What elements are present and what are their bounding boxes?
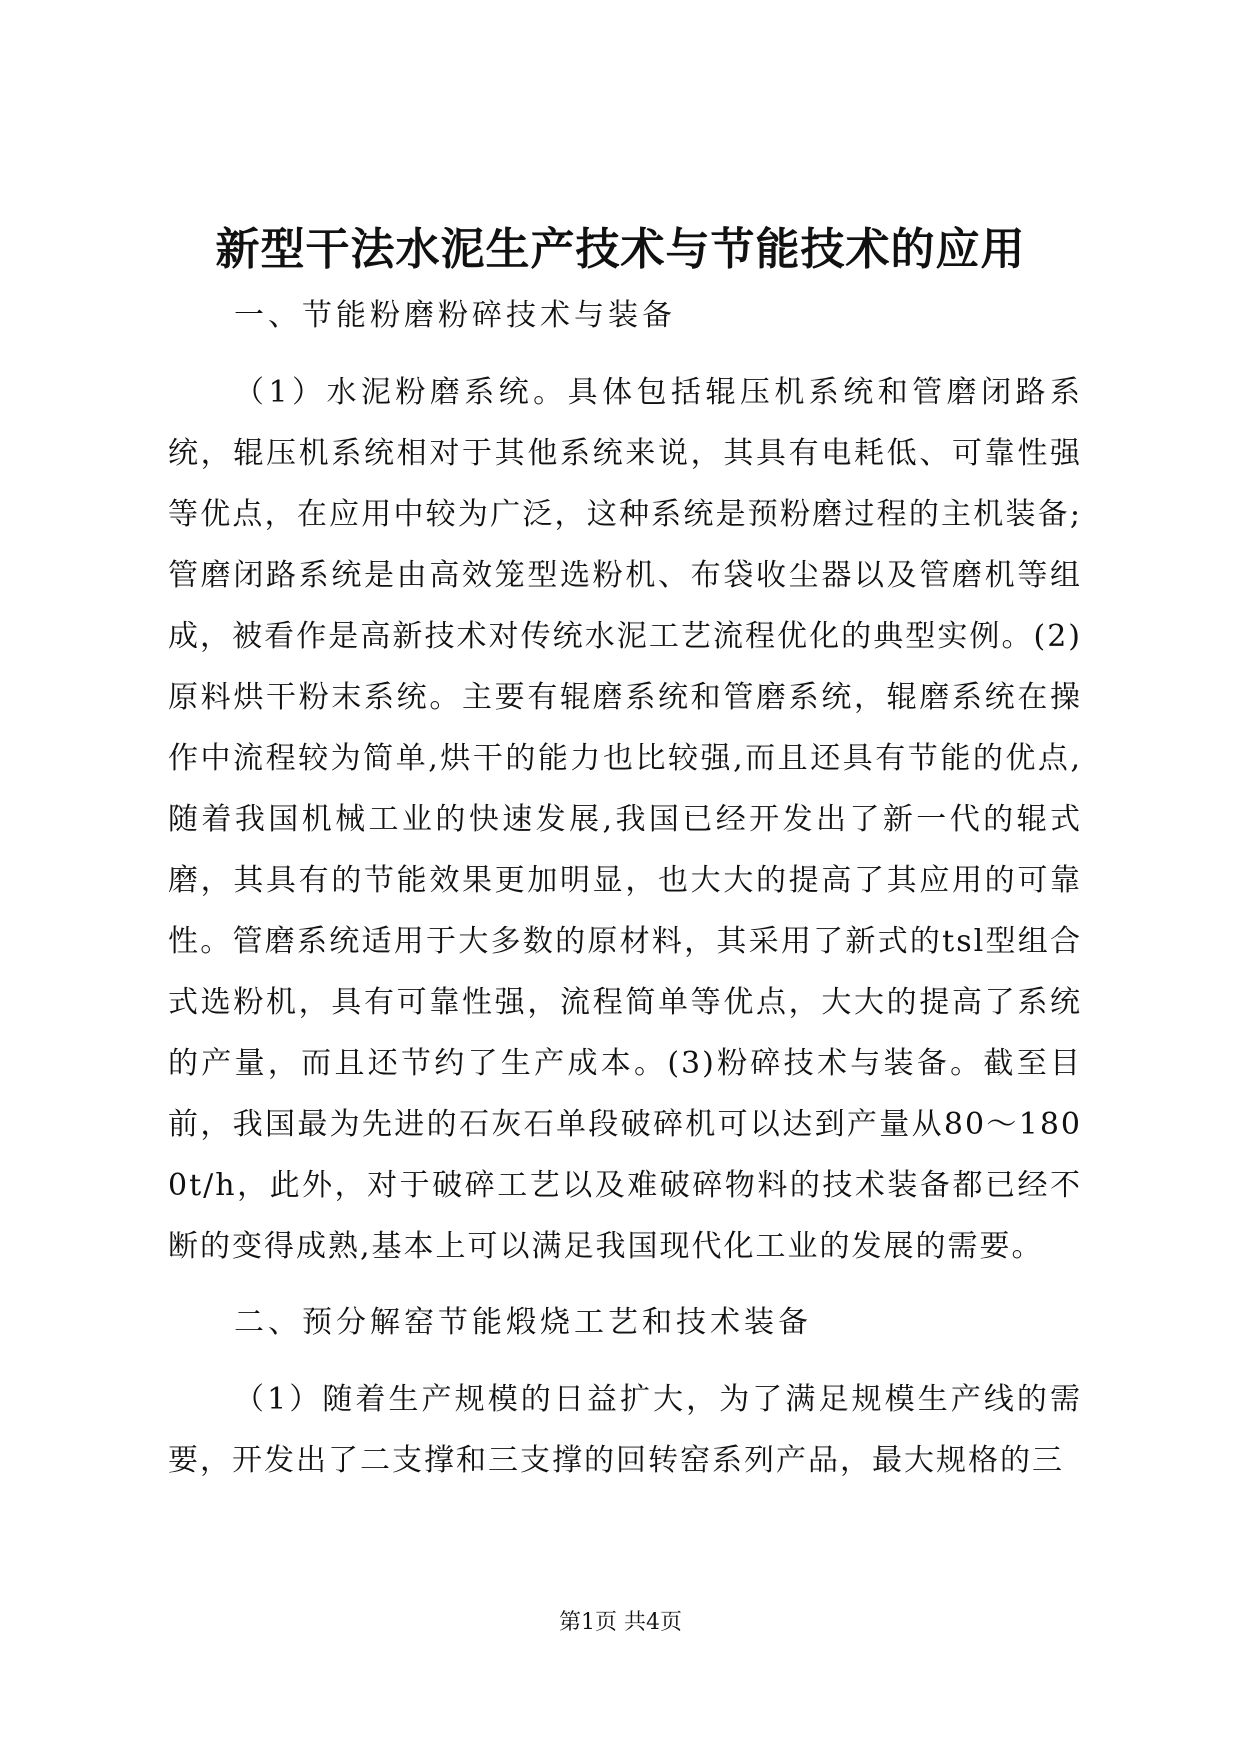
page-footer bbox=[0, 1608, 1241, 1638]
section-heading-1: 一、节能粉磨粉碎技术与装备 bbox=[234, 298, 676, 333]
section-heading-2: 二、预分解窑节能煅烧工艺和技术装备 bbox=[234, 1305, 812, 1340]
section-paragraph-2: （1）随着生产规模的日益扩大，为了满足规模生产线的需要，开发出了二支撑和三支撑的回转窑系列产品，最大规格的三 bbox=[168, 1382, 1082, 1478]
page-number-label: 第1页 共4页 bbox=[559, 1610, 682, 1635]
document-body bbox=[168, 288, 1082, 1509]
document-title: 新型干法水泥生产技术与节能技术的应用 bbox=[215, 224, 1026, 275]
section-paragraph-1: （1）水泥粉磨系统。具体包括辊压机系统和管磨闭路系统，辊压机系统相对于其他系统来说，其具有电耗低、可靠性强等优点，在应用中较为广泛，这种系统是预粉磨过程的主机装备;管磨闭路系统是由高效笼型选粉机、布袋收尘器以及管磨机等组成，被看作是高新技术对传统水泥工艺流程优化的典型实例。(2)原料烘干粉末系统。主要有辊磨系统和管磨系统，辊磨系统在操作中流程较为简单,烘干的能力也比较强,而且还具有节能的优点,随着我国机械工业的快速发展,我国已经开发出了新一代的辊式磨，其具有的节能效果更加明显，也大大的提高了其应用的可靠性。管磨系统适用于大多数的原材料，其采用了新式的tsl型组合式选粉机，具有可靠性强，流程简单等优点，大大的提高了系统的产量，而且还节约了生产成本。(3)粉碎技术与装备。截至目前，我国最为先进的石灰石单段破碎机可以达到产量从80～1800t/h，此外，对于破碎工艺以及难破碎物料的技术装备都已经不断的变得成熟,基本上可以满足我国现代化工业的发展的需要。 bbox=[168, 375, 1082, 1264]
